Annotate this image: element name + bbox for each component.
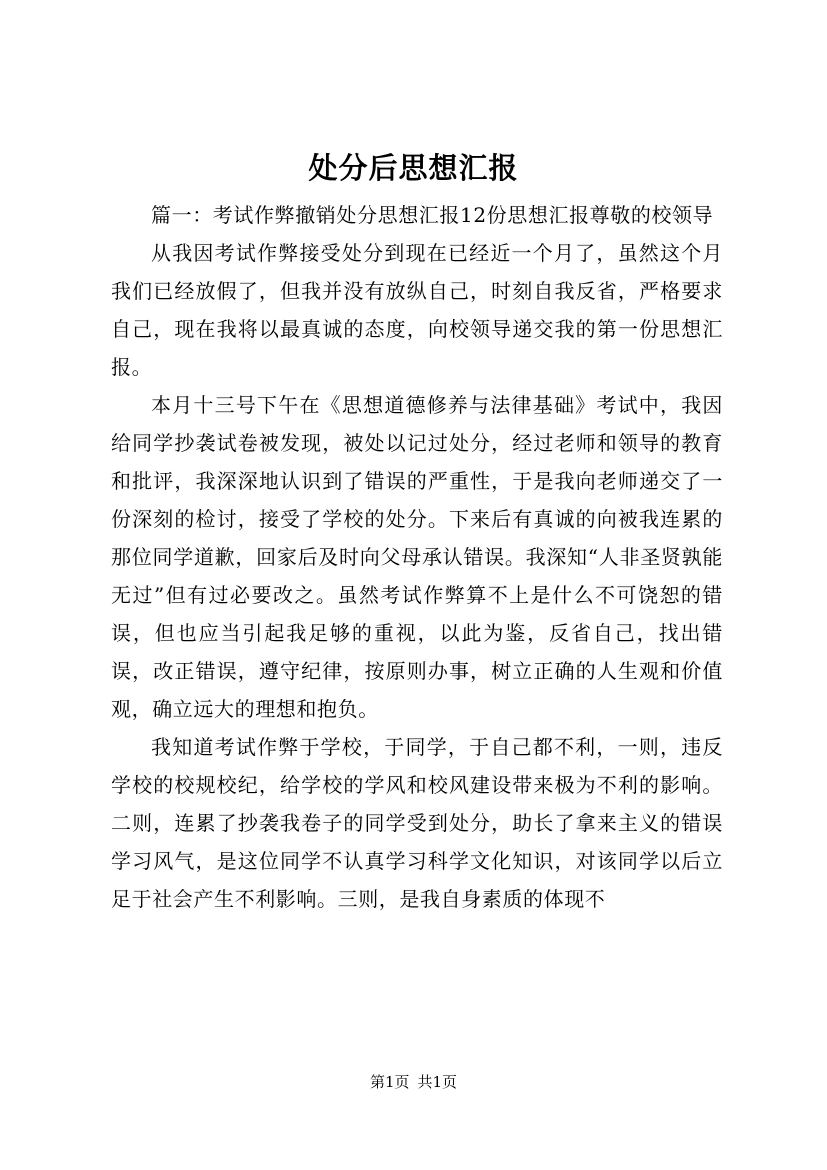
page-title: 处分后思想汇报 <box>308 151 519 185</box>
paragraph: 从我因考试作弊接受处分到现在已经近一个月了，虽然这个月我们已经放假了，但我并没有放纵自己，时刻自我反省，严格要求自己，现在我将以最真诚的态度，向校领导递交我的第一份思想汇报。 <box>111 241 723 379</box>
paragraph-heading: 篇一：考试作弊撤销处分思想汇报12份思想汇报尊敬的校领导 <box>151 203 714 227</box>
page-footer <box>0 1072 827 1092</box>
paragraph: 本月十三号下午在《思想道德修养与法律基础》考试中，我因给同学抄袭试卷被发现，被处以记过处分，经过老师和领导的教育和批评，我深深地认识到了错误的严重性，于是我向老师递交了一份深刻的检讨，接受了学校的处分。下来后有真诚的向被我连累的那位同学道歉，回家后及时向父母承认错误。我深知“人非圣贤孰能无过”但有过必要改之。虽然考试作弊算不上是什么不可饶恕的错误，但也应当引起我足够的重视，以此为鉴，反省自己，找出错误，改正错误，遵守纪律，按原则办事，树立正确的人生观和价值观，确立远大的理想和抱负。 <box>111 393 723 721</box>
document-body <box>111 196 723 918</box>
paragraph: 我知道考试作弊于学校，于同学，于自己都不利，一则，违反学校的校规校纪，给学校的学风和校风建设带来极为不利的影响。二则，连累了抄袭我卷子的同学受到处分，助长了拿来主义的错误学习风气，是这位同学不认真学习科学文化知识，对该同学以后立足于社会产生不利影响。三则，是我自身素质的体现不 <box>111 735 723 911</box>
page-total: 共1页 <box>417 1073 458 1091</box>
page-number: 第1页 <box>369 1073 410 1091</box>
